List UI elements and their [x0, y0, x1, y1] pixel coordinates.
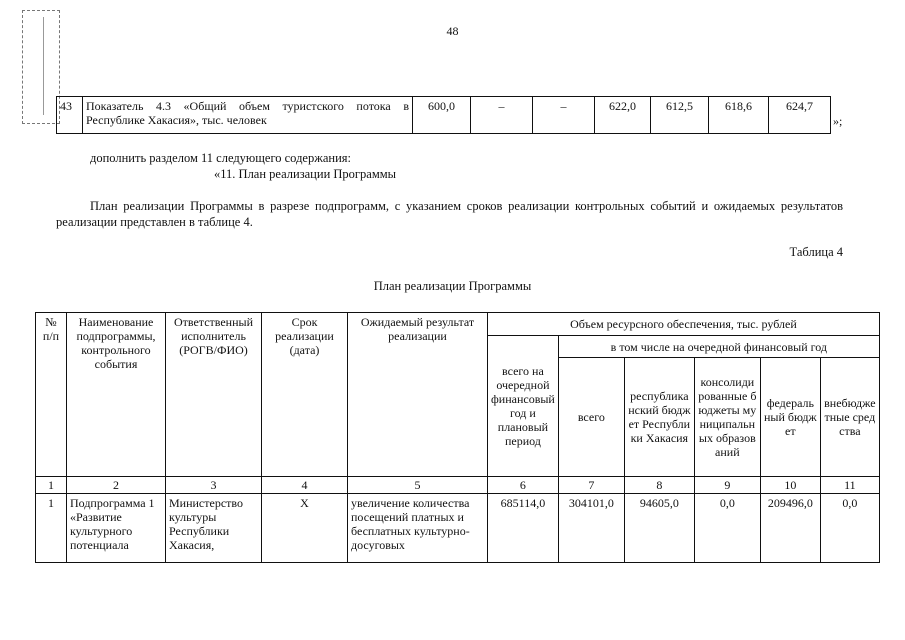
table-row — [57, 97, 831, 134]
row-number: 43 — [57, 97, 83, 134]
row-total-period: 685114,0 — [488, 494, 559, 563]
col-number: 2 — [67, 477, 166, 494]
value-cell: 600,0 — [413, 97, 471, 134]
col-number: 5 — [348, 477, 488, 494]
table-label: Таблица 4 — [789, 245, 843, 259]
row-num: 1 — [36, 494, 67, 563]
continuation-table — [56, 96, 831, 134]
amendment-text: дополнить разделом 11 следующего содержания: — [90, 151, 352, 165]
header-next-year: в том числе на очередной финансовый год — [558, 336, 879, 358]
indicator-label: Показатель 4.3 «Общий объем туристского потока в Республике Хакасия», тыс. человек — [83, 97, 413, 134]
col-number: 8 — [624, 477, 694, 494]
row-offbudget: 0,0 — [820, 494, 879, 563]
header-federal: федеральный бюджет — [760, 358, 820, 477]
header-name: Наименование подпрограммы, контрольного события — [67, 313, 166, 477]
value-cell: 624,7 — [769, 97, 831, 134]
plan-table — [35, 312, 880, 563]
table-row — [36, 494, 880, 563]
header-funding: Объем ресурсного обеспечения, тыс. рублей — [488, 313, 880, 336]
header-result: Ожидаемый результат реализации — [348, 313, 488, 477]
col-number: 6 — [488, 477, 559, 494]
row-name: Подпрограмма 1 «Развитие культурного потенциала — [67, 494, 166, 563]
page-number: 48 — [446, 24, 459, 38]
body-paragraph: План реализации Программы в разрезе подпрограмм, с указанием сроков реализации контрольных событий и ожидаемых результатов реализации представлен в таблице 4. — [56, 199, 843, 229]
header-executor: Ответственный исполнитель (РОГВ/ФИО) — [166, 313, 262, 477]
col-number: 1 — [36, 477, 67, 494]
col-number: 10 — [760, 477, 820, 494]
header-total-period: всего на очередной финансовый год и плановый период — [488, 336, 559, 477]
col-number: 7 — [558, 477, 624, 494]
col-number: 3 — [166, 477, 262, 494]
row-federal: 209496,0 — [760, 494, 820, 563]
header-total: всего — [558, 358, 624, 477]
value-cell: – — [533, 97, 595, 134]
closing-quote: »; — [833, 114, 843, 128]
value-cell: – — [471, 97, 533, 134]
header-num: № п/п — [36, 313, 67, 477]
header-offbudget: внебюджетные средства — [820, 358, 879, 477]
table-title: План реализации Программы — [373, 279, 532, 293]
column-numbers-row — [36, 477, 880, 494]
row-total: 304101,0 — [558, 494, 624, 563]
col-number: 11 — [820, 477, 879, 494]
row-republic: 94605,0 — [624, 494, 694, 563]
row-municipal: 0,0 — [694, 494, 760, 563]
value-cell: 612,5 — [651, 97, 709, 134]
value-cell: 622,0 — [595, 97, 651, 134]
row-executor: Министерство культуры Республики Хакасия, — [166, 494, 262, 563]
row-result: увеличение количества посещений платных и бесплатных культурно-досуговых — [348, 494, 488, 563]
header-municipal: консолидированные бюджеты муниципальных образований — [694, 358, 760, 477]
col-number: 9 — [694, 477, 760, 494]
value-cell: 618,6 — [709, 97, 769, 134]
section-heading: «11. План реализации Программы — [214, 167, 397, 181]
row-term: Х — [262, 494, 348, 563]
header-term: Срок реализации (дата) — [262, 313, 348, 477]
col-number: 4 — [262, 477, 348, 494]
header-republic: республиканский бюджет Республики Хакасия — [624, 358, 694, 477]
